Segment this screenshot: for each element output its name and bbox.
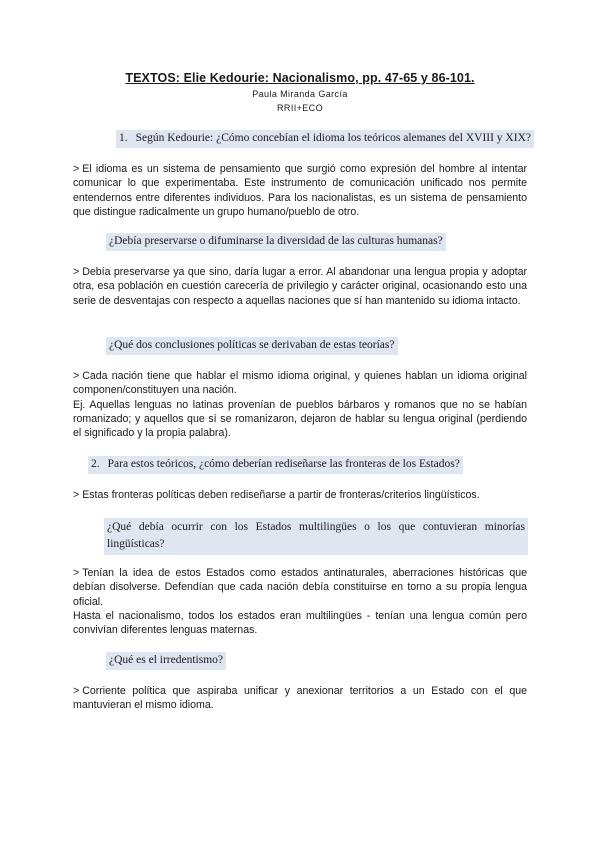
question-text: ¿Qué es el irredentismo? xyxy=(109,654,223,666)
question-text: Según Kedourie: ¿Cómo concebían el idioma los teóricos alemanes del XVIII y XIX? xyxy=(135,132,531,144)
answer-text: Debía preservarse ya que sino, daría lugar a error. Al abandonar una lengua propia y adoptar otra, esa población en cuestión carecería de privilegio y carácter original, ocasionando esto una serie de desventajas con respecto a aquellas naciones que sí han mantenido su idioma intacto. xyxy=(73,266,527,307)
answer-marker: > xyxy=(73,685,80,697)
question-text: ¿Qué dos conclusiones políticas se derivaban de estas teorías? xyxy=(109,339,395,351)
answer-text: Tenían la idea de estos Estados como estados antinaturales, aberraciones históricas que debían disolverse. Defendían que cada nación debía constituirse en torno a su propia lengua oficial. xyxy=(73,567,527,608)
answer-text: Cada nación tiene que hablar el mismo idioma original, y quienes hablan un idioma original componen/constituyen una nación. xyxy=(73,370,527,397)
answer-marker: > xyxy=(73,567,80,579)
answer-marker: > xyxy=(73,489,80,501)
question-text: Para estos teóricos, ¿cómo deberían rediseñarse las fronteras de los Estados? xyxy=(107,458,460,470)
answer-text: Estas fronteras políticas deben rediseñarse a partir de fronteras/criterios lingüísticos. xyxy=(82,489,480,501)
answer-text: Corriente política que aspiraba unificar y anexionar territorios a un Estado con el que mantuvieran el mismo idioma. xyxy=(73,685,527,712)
answer-text: El idioma es un sistema de pensamiento que surgió como expresión del hombre al intentar comunicar lo que experimentaba. Este instrumento de comunicación unificado nos permite entendernos entre diferentes individuos. Para los nacionalistas, es un sistema de pensamiento que distingue radicalmente un grupo humano/pueblo de otro. xyxy=(73,163,527,218)
answer-marker: > xyxy=(73,266,80,278)
question-4 xyxy=(88,456,463,474)
question-number: 2. xyxy=(91,458,100,470)
question-5 xyxy=(104,518,528,555)
answer-4 xyxy=(73,488,527,502)
question-number: 1. xyxy=(119,132,128,144)
answer-1 xyxy=(73,162,527,219)
answer-marker: > xyxy=(73,370,80,382)
answer-example: Ej. Aquellas lenguas no latinas provenían de pueblos bárbaros y romanos que no se habían romanizado; y aquellos que sí se romanizaron, dejaron de hablar su lengua original (perdiendo el significado y la propia palabra). xyxy=(73,398,527,440)
course-label: RRII+ECO xyxy=(277,103,323,113)
question-6 xyxy=(106,652,226,670)
answer-3 xyxy=(73,369,527,440)
document-title: TEXTOS: Elie Kedourie: Nacionalismo, pp. 47-65 y 86-101. xyxy=(125,71,475,85)
answer-marker: > xyxy=(73,163,80,175)
question-2 xyxy=(106,233,446,251)
answer-5 xyxy=(73,566,527,637)
answer-note: Hasta el nacionalismo, todos los estados eran multilingües - tenían una lengua común pero convivían diferentes lenguas maternas. xyxy=(73,609,527,637)
author-name: Paula Miranda García xyxy=(252,89,348,99)
question-1 xyxy=(116,130,534,148)
question-text: ¿Debía preservarse o difuminarse la diversidad de las culturas humanas? xyxy=(109,235,443,247)
answer-2 xyxy=(73,265,527,308)
answer-6 xyxy=(73,684,527,713)
question-3 xyxy=(106,337,398,355)
question-text: ¿Qué debía ocurrir con los Estados multilingües o los que contuvieran minorías lingüísticas? xyxy=(107,521,525,550)
